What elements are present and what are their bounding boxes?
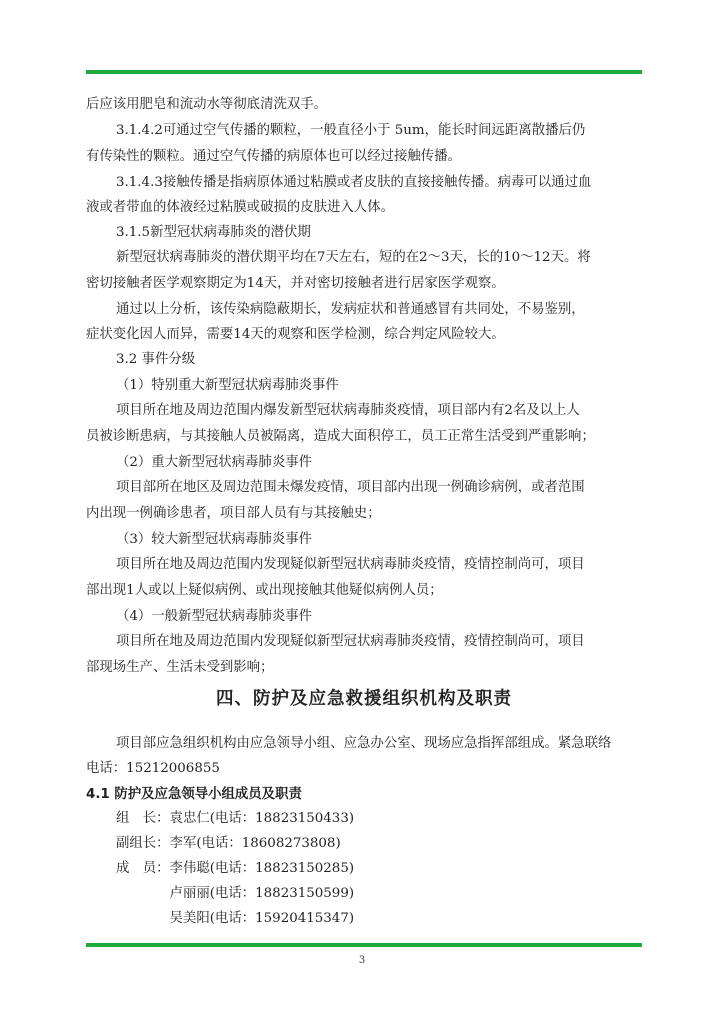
subsection-heading: 3.1.5新型冠状病毒肺炎的潜伏期 (116, 225, 311, 240)
body-line: 项目所在地及周边范围内发现疑似新型冠状病毒肺炎疫情，疫情控制尚可，项目 (116, 557, 585, 572)
intro-line: 电话：15212006855 (86, 761, 220, 776)
body-line: 症状变化因人而异，需要14天的观察和医学检测，综合判定风险较大。 (86, 327, 505, 342)
body-line: 3.1.4.3接触传播是指病原体通过粘膜或者皮肤的直接接触传播。病毒可以通过血 (116, 175, 592, 190)
subsection-heading: 3.2 事件分级 (116, 352, 196, 367)
body-line: 密切接触者医学观察期定为14天，并对密切接触者进行居家医学观察。 (86, 276, 505, 291)
body-line: 通过以上分析，该传染病隐蔽期长，发病症状和普通感冒有共同处，不易鉴别， (116, 302, 585, 317)
event-level-heading: （4）一般新型冠状病毒肺炎事件 (116, 609, 312, 624)
body-line: 员被诊断患病，与其接触人员被隔离，造成大面积停工，员工正常生活受到严重影响； (86, 429, 595, 444)
body-line: 液或者带血的体液经过粘膜或破损的皮肤进入人体。 (86, 200, 394, 215)
event-level-heading: （1）特别重大新型冠状病毒肺炎事件 (116, 378, 339, 393)
body-line: 新型冠状病毒肺炎的潜伏期平均在7天左右，短的在2～3天，长的10～12天。将 (116, 250, 591, 265)
body-line: 项目所在地及周边范围内发现疑似新型冠状病毒肺炎疫情，疫情控制尚可，项目 (116, 634, 585, 649)
body-line: 有传染性的颗粒。通过空气传播的病原体也可以经过接触传播。 (86, 149, 461, 164)
body-line: 部现场生产、生活未受到影响； (86, 660, 274, 675)
member-line: 成 员：李伟聪(电话：18823150285) (116, 861, 355, 876)
subsection-title: 4.1 防护及应急领导小组成员及职责 (86, 787, 302, 802)
body-line: 3.1.4.2可通过空气传播的颗粒，一般直径小于 5um，能长时间远距离散播后仍 (116, 123, 586, 138)
event-level-heading: （2）重大新型冠状病毒肺炎事件 (116, 455, 312, 470)
member-line: 副组长：李军(电话：18608273808) (116, 836, 341, 851)
body-line: 后应该用肥皂和流动水等彻底清洗双手。 (86, 97, 328, 112)
member-line: 卢丽丽(电话：18823150599) (116, 886, 355, 901)
section-title: 四、防护及应急救援组织机构及职责 (216, 689, 512, 709)
event-level-heading: （3）较大新型冠状病毒肺炎事件 (116, 532, 312, 547)
body-line: 部出现1人或以上疑似病例、或出现接触其他疑似病例人员； (86, 583, 443, 598)
page-number: 3 (358, 955, 366, 966)
body-line: 项目部所在地区及周边范围未爆发疫情，项目部内出现一例确诊病例，或者范围 (116, 480, 585, 495)
intro-line: 项目部应急组织机构由应急领导小组、应急办公室、现场应急指挥部组成。紧急联络 (116, 736, 612, 751)
footer-rule (86, 943, 642, 947)
member-line: 吴美阳(电话：15920415347) (116, 911, 355, 926)
member-line: 组 长：袁忠仁(电话：18823150433) (116, 811, 355, 826)
header-rule (86, 70, 642, 74)
body-line: 项目所在地及周边范围内爆发新型冠状病毒肺炎疫情，项目部内有2名及以上人 (116, 403, 580, 418)
body-line: 内出现一例确诊患者，项目部人员有与其接触史； (86, 506, 381, 521)
